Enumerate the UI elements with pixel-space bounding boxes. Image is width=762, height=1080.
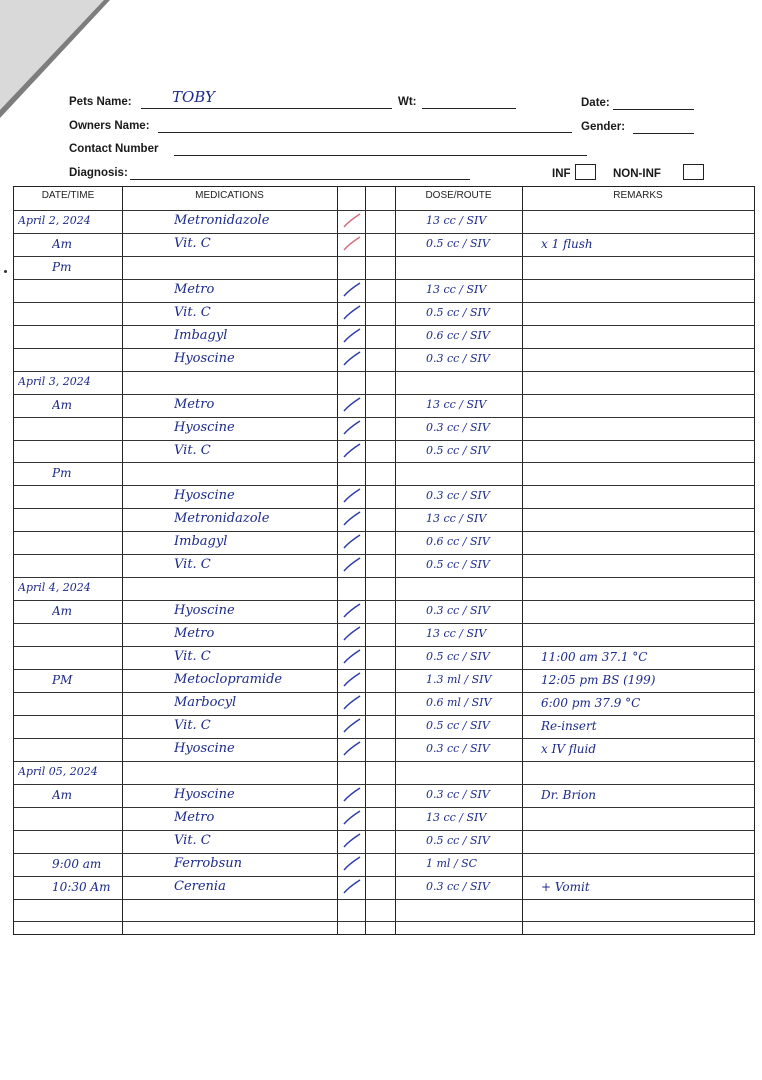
cell-remarks: + Vomit [541,879,590,894]
check-mark-icon [340,877,364,897]
check-mark-icon [340,647,364,667]
cell-date [52,348,122,370]
noninf-checkbox[interactable] [683,164,704,180]
noninf-label: NON-INF [613,168,661,180]
table-row [14,876,754,899]
gender-line [633,133,694,134]
cell-remarks: 11:00 am 37.1 °C [541,650,648,665]
cell-dose-route: 0.6 ml / SIV [426,695,492,709]
cell-medication: Hyoscine [174,603,235,619]
cell-date [52,899,122,921]
check-mark-icon [340,509,364,529]
cell-date [52,715,122,737]
cell-medication: Vit. C [174,235,211,251]
cell-dose-route: 0.5 cc / SIV [426,558,490,572]
table-row [14,921,754,944]
cell-medication: Cerenia [174,878,226,894]
cell-medication [174,921,334,943]
cell-medication: Imbagyl [174,534,228,550]
cell-dose-route: 13 cc / SIV [426,397,487,411]
cell-date: April 05, 2024 [18,764,98,778]
table-row [14,440,754,463]
cell-remarks [541,807,751,829]
table-row [14,830,754,853]
header-date-time: DATE/TIME [41,190,95,201]
wt-line [422,108,516,109]
treatment-table [13,186,755,935]
cell-medication: Hyoscine [174,419,235,435]
cell-remarks: 6:00 pm 37.9 °C [541,695,641,710]
cell-dose-route: 0.3 cc / SIV [426,741,490,755]
cell-dose-route: 0.3 cc / SIV [426,604,490,618]
table-row [14,807,754,830]
cell-date: Am [52,604,73,619]
table-row [14,899,754,922]
cell-medication: Vit. C [174,442,211,458]
table-row [14,692,754,715]
cell-remarks [541,531,751,553]
cell-remarks [541,302,751,324]
cell-dose-route: 0.5 cc / SIV [426,236,490,250]
cell-dose-route: 0.5 cc / SIV [426,833,490,847]
cell-remarks: x 1 flush [541,236,593,251]
cell-dose-route: 13 cc / SIV [426,512,487,526]
cell-medication: Metronidazole [174,511,270,527]
check-mark-icon [340,854,364,874]
table-row [14,738,754,761]
pets-name-line [141,108,392,109]
cell-dose-route [426,462,520,484]
header-remarks: REMARKS [613,190,663,201]
cell-dose-route: 0.3 cc / SIV [426,420,490,434]
table-row [14,417,754,440]
table-row [14,394,754,417]
inf-label: INF [552,168,571,180]
cell-dose-route: 0.6 cc / SIV [426,535,490,549]
cell-medication: Hyoscine [174,786,235,802]
cell-remarks [541,462,751,484]
contact-line [174,155,587,156]
check-mark-icon [340,716,364,736]
check-mark-icon [340,532,364,552]
cell-remarks: Re-insert [541,718,597,733]
header-dose-route: DOSE/ROUTE [425,190,492,201]
cell-medication: Hyoscine [174,740,235,756]
cell-date [52,531,122,553]
table-row [14,371,754,394]
cell-dose-route: 1.3 ml / SIV [426,673,492,686]
pets-name-value: TOBY [172,88,215,106]
cell-dose-route: 0.6 cc / SIV [426,328,490,342]
cell-dose-route: 0.3 cc / SIV [426,351,490,365]
gender-label: Gender: [581,121,626,133]
table-row [14,348,754,371]
cell-remarks [541,210,751,232]
cell-remarks [541,899,751,921]
table-row [14,302,754,325]
stray-mark [4,270,7,273]
cell-dose-route: 13 cc / SIV [426,282,487,296]
cell-date: Am [52,787,73,802]
table-row [14,669,754,692]
cell-date [52,692,122,714]
table-row [14,784,754,807]
table-row [14,623,754,646]
diagnosis-label: Diagnosis: [69,167,128,179]
owners-name-label: Owners Name: [69,120,150,132]
cell-date: Am [52,236,73,251]
cell-date: Am [52,397,73,412]
cell-medication: Metro [174,809,215,825]
table-row [14,256,754,279]
cell-dose-route [426,371,520,393]
table-row [14,210,754,233]
cell-remarks [541,371,751,393]
cell-medication: Vit. C [174,557,211,573]
cell-dose-route: 0.5 cc / SIV [426,718,490,732]
cell-date [52,302,122,324]
diagnosis-line [130,179,470,180]
table-row [14,485,754,508]
cell-remarks: x IV fluid [541,741,597,756]
table-row [14,462,754,485]
cell-dose-route: 13 cc / SIV [426,627,487,641]
cell-date: April 2, 2024 [18,214,91,227]
check-mark-icon [340,418,364,438]
table-row [14,761,754,784]
cell-remarks: Dr. Brion [541,787,597,802]
cell-remarks [541,554,751,576]
date-label: Date: [581,97,610,109]
cell-medication: Hyoscine [174,350,235,366]
cell-date: April 3, 2024 [18,374,91,388]
cell-date [52,738,122,760]
cell-date [52,807,122,829]
check-mark-icon [340,785,364,805]
cell-medication: Vit. C [174,832,211,848]
cell-medication [174,462,334,484]
cell-dose-route: 0.5 cc / SIV [426,443,490,457]
pets-name-label: Pets Name: [69,96,132,108]
check-mark-icon [340,234,364,254]
cell-remarks [541,623,751,645]
table-row [14,325,754,348]
cell-medication: Vit. C [174,649,211,665]
cell-remarks [541,440,751,462]
cell-remarks [541,348,751,370]
cell-date: April 4, 2024 [18,581,91,595]
cell-remarks [541,485,751,507]
check-mark-icon [340,280,364,300]
check-mark-icon [340,349,364,369]
cell-medication [174,256,334,278]
table-row [14,646,754,669]
cell-date: PM [52,673,73,687]
check-mark-icon [340,555,364,575]
contact-label: Contact Number [69,143,159,155]
cell-dose-route: 0.3 cc / SIV [426,489,490,503]
cell-remarks [541,256,751,278]
cell-dose-route [426,761,520,783]
date-line [613,109,694,110]
cell-date: 10:30 Am [52,879,111,894]
cell-dose-route: 13 cc / SIV [426,810,487,824]
cell-date [52,279,122,301]
cell-date [52,440,122,462]
cell-medication: Marbocyl [174,694,237,710]
cell-dose-route: 0.3 cc / SIV [426,879,490,893]
table-row [14,600,754,623]
cell-dose-route: 1 ml / SC [426,856,478,870]
cell-date [52,554,122,576]
cell-date [52,646,122,668]
check-mark-icon [340,395,364,415]
cell-medication: Metoclopramide [174,672,283,687]
cell-dose-route: 0.5 cc / SIV [426,305,490,319]
cell-remarks [541,853,751,875]
check-mark-icon [340,808,364,828]
cell-remarks [541,279,751,301]
cell-remarks [541,508,751,530]
table-row [14,715,754,738]
cell-remarks [541,761,751,783]
check-mark-icon [340,739,364,759]
check-mark-icon [340,693,364,713]
cell-date [52,485,122,507]
table-row [14,233,754,256]
inf-checkbox[interactable] [575,164,596,180]
table-row [14,853,754,876]
cell-remarks [541,577,751,599]
cell-remarks [541,921,751,943]
cell-date [52,623,122,645]
cell-dose-route: 13 cc / SIV [426,214,487,227]
wt-label: Wt: [398,96,417,108]
cell-medication: Vit. C [174,717,211,733]
cell-medication [174,577,334,599]
table-row [14,508,754,531]
cell-remarks [541,325,751,347]
cell-dose-route [426,577,520,599]
check-mark-icon [340,211,364,231]
cell-remarks [541,394,751,416]
cell-date [52,325,122,347]
check-mark-icon [340,624,364,644]
table-row [14,554,754,577]
check-mark-icon [340,303,364,323]
table-row [14,279,754,302]
check-mark-icon [340,601,364,621]
header-medications: MEDICATIONS [195,190,264,201]
cell-remarks: 12:05 pm BS (199) [541,673,656,687]
cell-medication: Vit. C [174,304,211,320]
cell-date [52,417,122,439]
cell-medication [174,761,334,783]
cell-medication: Metro [174,396,215,412]
cell-date [52,921,122,943]
check-mark-icon [340,831,364,851]
cell-date: 9:00 am [52,856,102,871]
cell-date [52,830,122,852]
cell-remarks [541,830,751,852]
cell-medication: Ferrobsun [174,855,242,871]
cell-dose-route [426,921,520,943]
cell-remarks [541,600,751,622]
cell-dose-route: 0.5 cc / SIV [426,650,490,664]
table-row [14,577,754,600]
cell-medication: Metro [174,626,215,642]
cell-date [52,508,122,530]
cell-dose-route: 0.3 cc / SIV [426,787,490,801]
owners-name-line [158,132,572,133]
cell-medication: Metro [174,281,215,297]
cell-date: Pm [52,259,72,274]
cell-date: Pm [52,466,72,481]
cell-remarks [541,417,751,439]
check-mark-icon [340,670,364,690]
cell-medication [174,371,334,393]
cell-dose-route [426,899,520,921]
cell-medication: Metronidazole [174,213,270,228]
cell-medication: Imbagyl [174,327,228,343]
check-mark-icon [340,441,364,461]
cell-dose-route [426,256,520,278]
cell-medication: Hyoscine [174,488,235,504]
check-mark-icon [340,326,364,346]
check-mark-icon [340,486,364,506]
table-row [14,531,754,554]
cell-medication [174,899,334,921]
